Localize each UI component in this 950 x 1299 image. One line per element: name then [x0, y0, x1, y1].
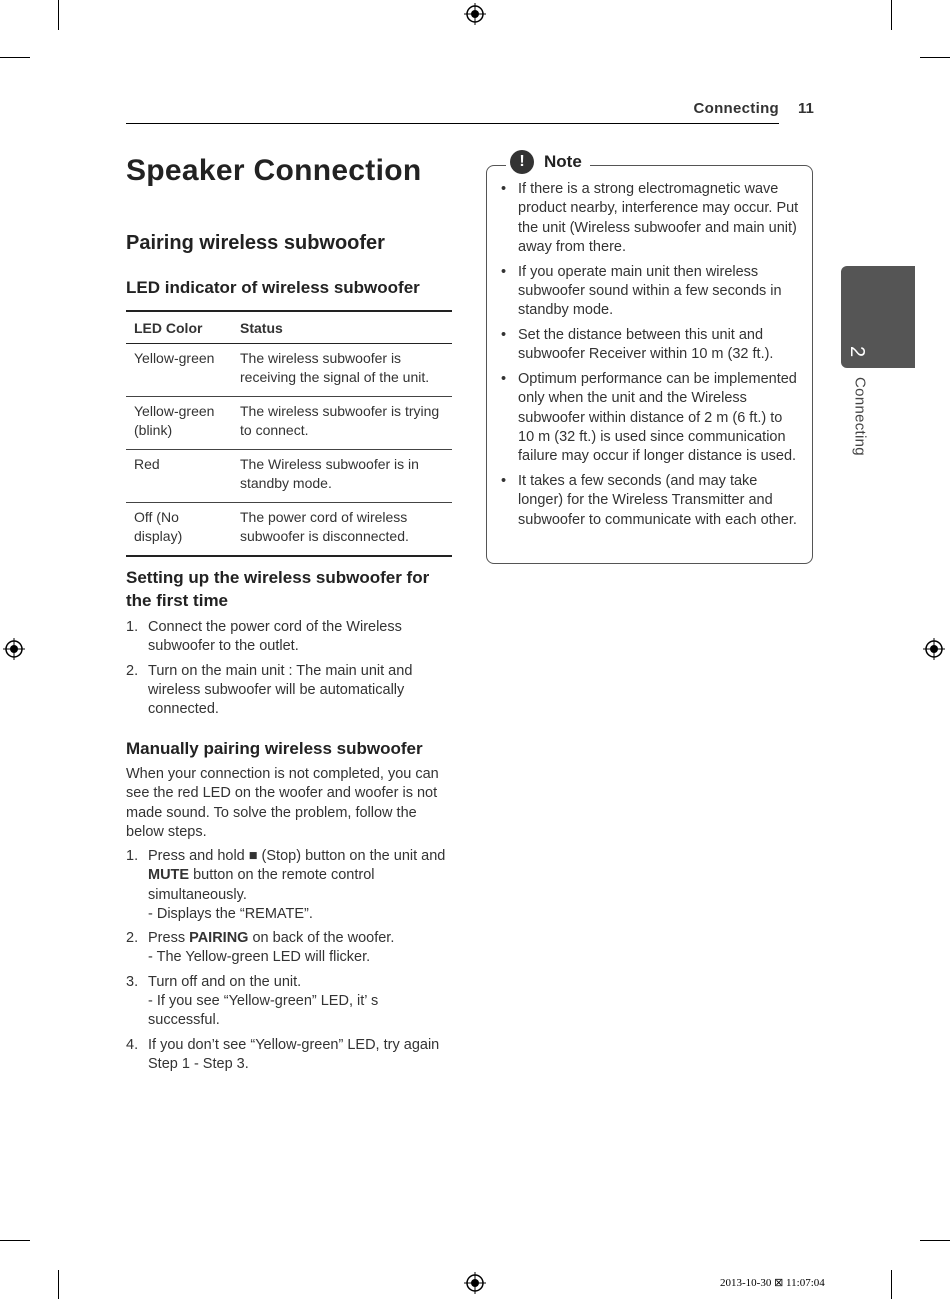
step-subtext: - Displays the “REMATE”. [148, 905, 313, 922]
table-row [126, 397, 452, 450]
print-timestamp: 2013-10-30 ⊠ 11:07:04 [720, 1277, 825, 1289]
bullet-icon: • [501, 181, 507, 197]
led-color-cell: Yellow-green (blink) [126, 397, 232, 450]
stop-icon: ■ [248, 848, 258, 864]
crop-mark [0, 1240, 30, 1241]
step-subtext: - If you see “Yellow-green” LED, it’ s successful. [148, 993, 379, 1029]
status-cell: The wireless subwoofer is receiving the signal of the unit. [232, 344, 452, 397]
mute-button-label: MUTE [148, 867, 190, 884]
led-color-cell: Yellow-green [126, 344, 232, 397]
led-color-cell: Off (No display) [126, 503, 232, 557]
step-number: 3. [126, 973, 139, 990]
column-header-led-color: LED Color [126, 311, 232, 344]
registration-mark-icon [923, 638, 945, 660]
table-row [126, 503, 452, 557]
note-text: If you operate main unit then wireless subwoofer sound within a few seconds in standby mode. [518, 263, 782, 319]
chapter-tab-label: Connecting [851, 377, 869, 456]
list-item [500, 326, 800, 365]
step-text: button on the remote control simultaneously. [148, 867, 375, 903]
note-text: Set the distance between this unit and subwoofer Receiver within 10 m (32 ft.). [518, 327, 774, 363]
list-item [126, 618, 452, 657]
manual-pairing-intro: When your connection is not completed, you can see the red LED on the woofer and woofer is not made sound. To solve the problem, follow the below steps. [126, 766, 439, 840]
page-number: 11 [798, 100, 814, 117]
led-color-cell: Red [126, 450, 232, 503]
bullet-icon: • [501, 263, 507, 280]
status-cell: The power cord of wireless subwoofer is disconnected. [232, 503, 452, 557]
manual-pairing-heading: Manually pairing wireless subwoofer [126, 739, 423, 758]
note-text: If there is a strong electromagnetic wave product nearby, interference may occur. Put the unit (Wireless subwoofer and main unit) away from there. [518, 181, 799, 255]
step-number: 1. [126, 619, 139, 635]
registration-mark-icon [464, 1272, 486, 1294]
step-subtext: - The Yellow-green LED will flicker. [148, 949, 371, 966]
step-text: on back of the woofer. [248, 930, 395, 947]
step-text: If you don’t see “Yellow-green” LED, try again Step 1 - Step 3. [148, 1036, 440, 1072]
table-row [126, 344, 452, 397]
note-label: Note [544, 152, 582, 171]
step-number: 1. [126, 848, 139, 864]
step-number: 4. [126, 1036, 139, 1053]
registration-mark-icon [3, 638, 25, 660]
setup-steps [126, 618, 452, 724]
step-text: Turn on the main unit : The main unit and wireless subwoofer will be automatically connected. [148, 662, 413, 718]
list-item [500, 472, 800, 530]
chapter-tab-number: 2 [846, 345, 869, 358]
crop-mark [0, 57, 30, 58]
step-text: (Stop) button on the unit and [257, 848, 446, 864]
list-item [126, 847, 452, 924]
crop-mark [891, 1270, 892, 1299]
list-item [500, 180, 800, 257]
list-item [126, 973, 452, 1031]
bullet-icon: • [501, 371, 507, 388]
registration-mark-icon [464, 3, 486, 25]
note-list [500, 180, 800, 536]
column-header-status: Status [232, 311, 452, 344]
crop-mark [58, 1270, 59, 1299]
bullet-icon: • [501, 473, 507, 490]
header-section-title: Connecting [693, 100, 779, 117]
setup-heading: Setting up the wireless subwoofer for the first time [126, 568, 430, 610]
manual-steps [126, 847, 452, 1079]
bullet-icon: • [501, 327, 507, 344]
table-row [126, 450, 452, 503]
step-text: Press and hold [148, 848, 249, 864]
step-text: Press [148, 930, 190, 947]
led-indicator-heading: LED indicator of wireless subwoofer [126, 278, 420, 297]
list-item [500, 370, 800, 466]
list-item [126, 662, 452, 720]
status-cell: The wireless subwoofer is trying to connect. [232, 397, 452, 450]
step-number: 2. [126, 930, 139, 947]
note-text: It takes a few seconds (and may take longer) for the Wireless Transmitter and subwoofer to communicate with each other. [518, 473, 797, 528]
crop-mark [920, 57, 950, 58]
pairing-heading: Pairing wireless subwoofer [126, 232, 385, 254]
header-rule [126, 123, 779, 124]
exclamation-icon: ! [510, 150, 534, 174]
note-header [506, 148, 590, 176]
step-text: Turn off and on the unit. [148, 973, 302, 990]
crop-mark [891, 0, 892, 30]
list-item [500, 263, 800, 321]
step-number: 2. [126, 662, 139, 679]
note-text: Optimum performance can be implemented only when the unit and the Wireless subwoofer within distance of 2 m (6 ft.) to 10 m (32 ft.) is used since communication failure may occur if longer distance is used. [518, 371, 797, 465]
status-cell: The Wireless subwoofer is in standby mode. [232, 450, 452, 503]
page-title: Speaker Connection [126, 154, 422, 187]
crop-mark [58, 0, 59, 30]
list-item [126, 929, 452, 968]
led-indicator-table [126, 310, 452, 557]
pairing-button-label: PAIRING [189, 930, 249, 947]
step-text: Connect the power cord of the Wireless subwoofer to the outlet. [148, 619, 402, 655]
table-header-row [126, 311, 452, 344]
list-item [126, 1036, 452, 1075]
crop-mark [920, 1240, 950, 1241]
